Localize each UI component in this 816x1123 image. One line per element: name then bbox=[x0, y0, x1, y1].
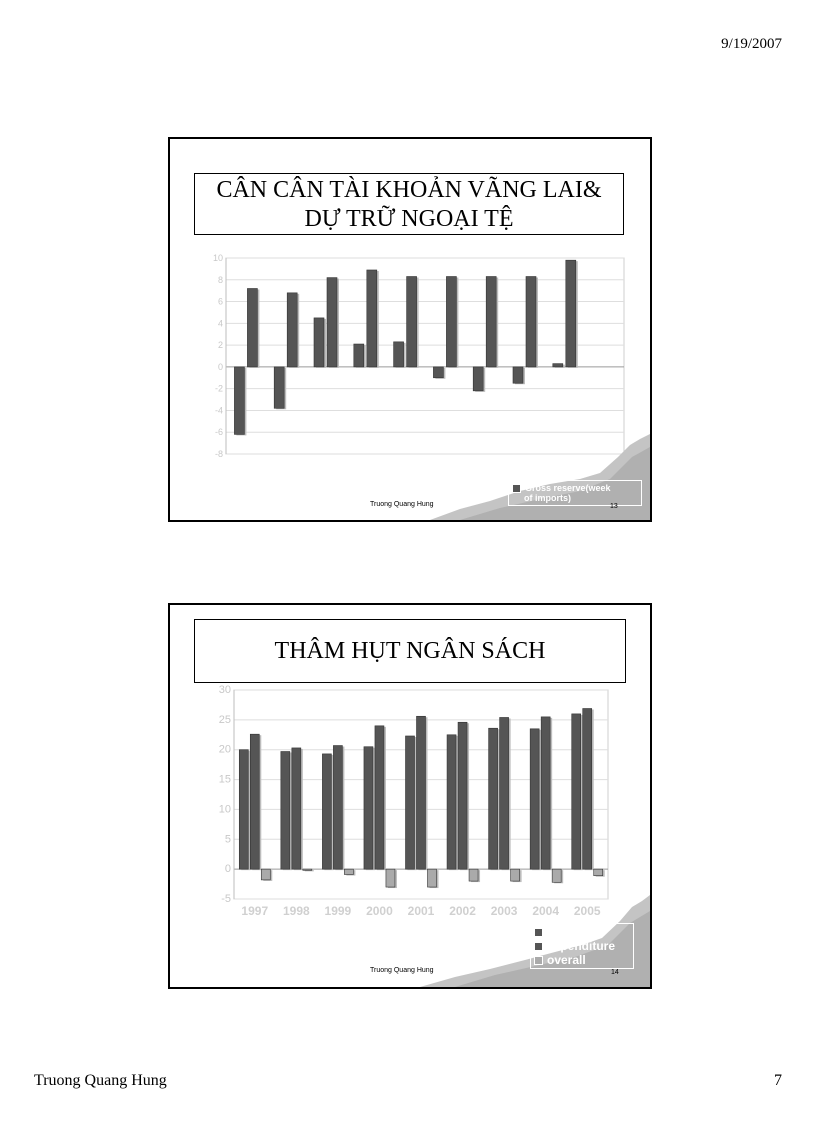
legend-entry-gross-reserve bbox=[512, 483, 638, 493]
legend-entry-overall bbox=[534, 953, 630, 967]
x-tick-label: 1998 bbox=[282, 904, 310, 918]
slide-title-line-2: DỰ TRỮ NGOẠI TỆ bbox=[304, 206, 514, 232]
chart-legend bbox=[530, 923, 634, 969]
y-tick-label: 15 bbox=[218, 773, 231, 786]
footer-page-number: 7 bbox=[774, 1072, 782, 1089]
x-tick-label: 2004 bbox=[532, 904, 560, 918]
legend-label: Gross reserve(week bbox=[525, 483, 611, 493]
x-tick-label: 2001 bbox=[407, 904, 435, 918]
y-tick-label: 10 bbox=[218, 803, 231, 816]
x-tick-label: 2002 bbox=[449, 904, 476, 918]
slide-number: 14 bbox=[611, 969, 619, 976]
legend-key bbox=[534, 928, 543, 937]
legend-label: of imports) bbox=[524, 493, 571, 503]
legend-entry-continuation bbox=[512, 493, 638, 503]
legend-label: expenditure bbox=[547, 939, 616, 953]
slide-budget-deficit bbox=[168, 603, 652, 989]
y-tick-label: -5 bbox=[221, 893, 231, 905]
legend-entry-revenue bbox=[534, 925, 630, 939]
legend-key bbox=[534, 956, 543, 965]
y-tick-label: 4 bbox=[217, 318, 223, 329]
y-tick-label: 8 bbox=[217, 274, 223, 285]
y-tick-label: 0 bbox=[217, 361, 223, 372]
legend-key bbox=[512, 484, 521, 493]
y-tick-label: 2 bbox=[217, 340, 223, 351]
slide-author: Truong Quang Hung bbox=[370, 967, 434, 974]
y-tick-label: 5 bbox=[224, 833, 231, 846]
y-tick-label: -4 bbox=[214, 405, 223, 416]
page-date: 9/19/2007 bbox=[721, 36, 782, 52]
y-tick-label: 25 bbox=[218, 713, 231, 726]
x-tick-label: 1999 bbox=[324, 904, 352, 918]
y-tick-label: 0 bbox=[224, 863, 231, 876]
x-tick-label: 2000 bbox=[366, 904, 393, 918]
legend-entry-expenditure bbox=[534, 939, 630, 953]
x-tick-label: 1997 bbox=[241, 904, 269, 918]
legend-label: overall bbox=[547, 953, 586, 967]
y-tick-label: 30 bbox=[218, 684, 231, 696]
y-tick-label: 6 bbox=[217, 296, 223, 307]
footer-author: Truong Quang Hung bbox=[34, 1072, 167, 1089]
slide-number: 13 bbox=[610, 503, 618, 510]
y-tick-label: 10 bbox=[212, 253, 223, 263]
x-tick-label: 2005 bbox=[573, 904, 601, 918]
chart-legend bbox=[508, 480, 642, 506]
legend-label: revenue bbox=[547, 925, 594, 939]
slide-current-account bbox=[168, 137, 652, 522]
x-tick-label: 2003 bbox=[490, 904, 518, 918]
slide-title bbox=[194, 173, 624, 235]
legend-key bbox=[534, 942, 543, 951]
slide-title: THÂM HỤT NGÂN SÁCH bbox=[194, 619, 626, 683]
y-tick-label: -2 bbox=[214, 383, 223, 394]
slide-author: Truong Quang Hung bbox=[370, 501, 434, 508]
slide-title-line-1: CÂN CÂN TÀI KHOẢN VÃNG LAI& bbox=[216, 177, 602, 203]
y-tick-label: 20 bbox=[218, 743, 231, 756]
y-tick-label: -6 bbox=[214, 427, 223, 438]
y-tick-label: -8 bbox=[214, 449, 223, 459]
